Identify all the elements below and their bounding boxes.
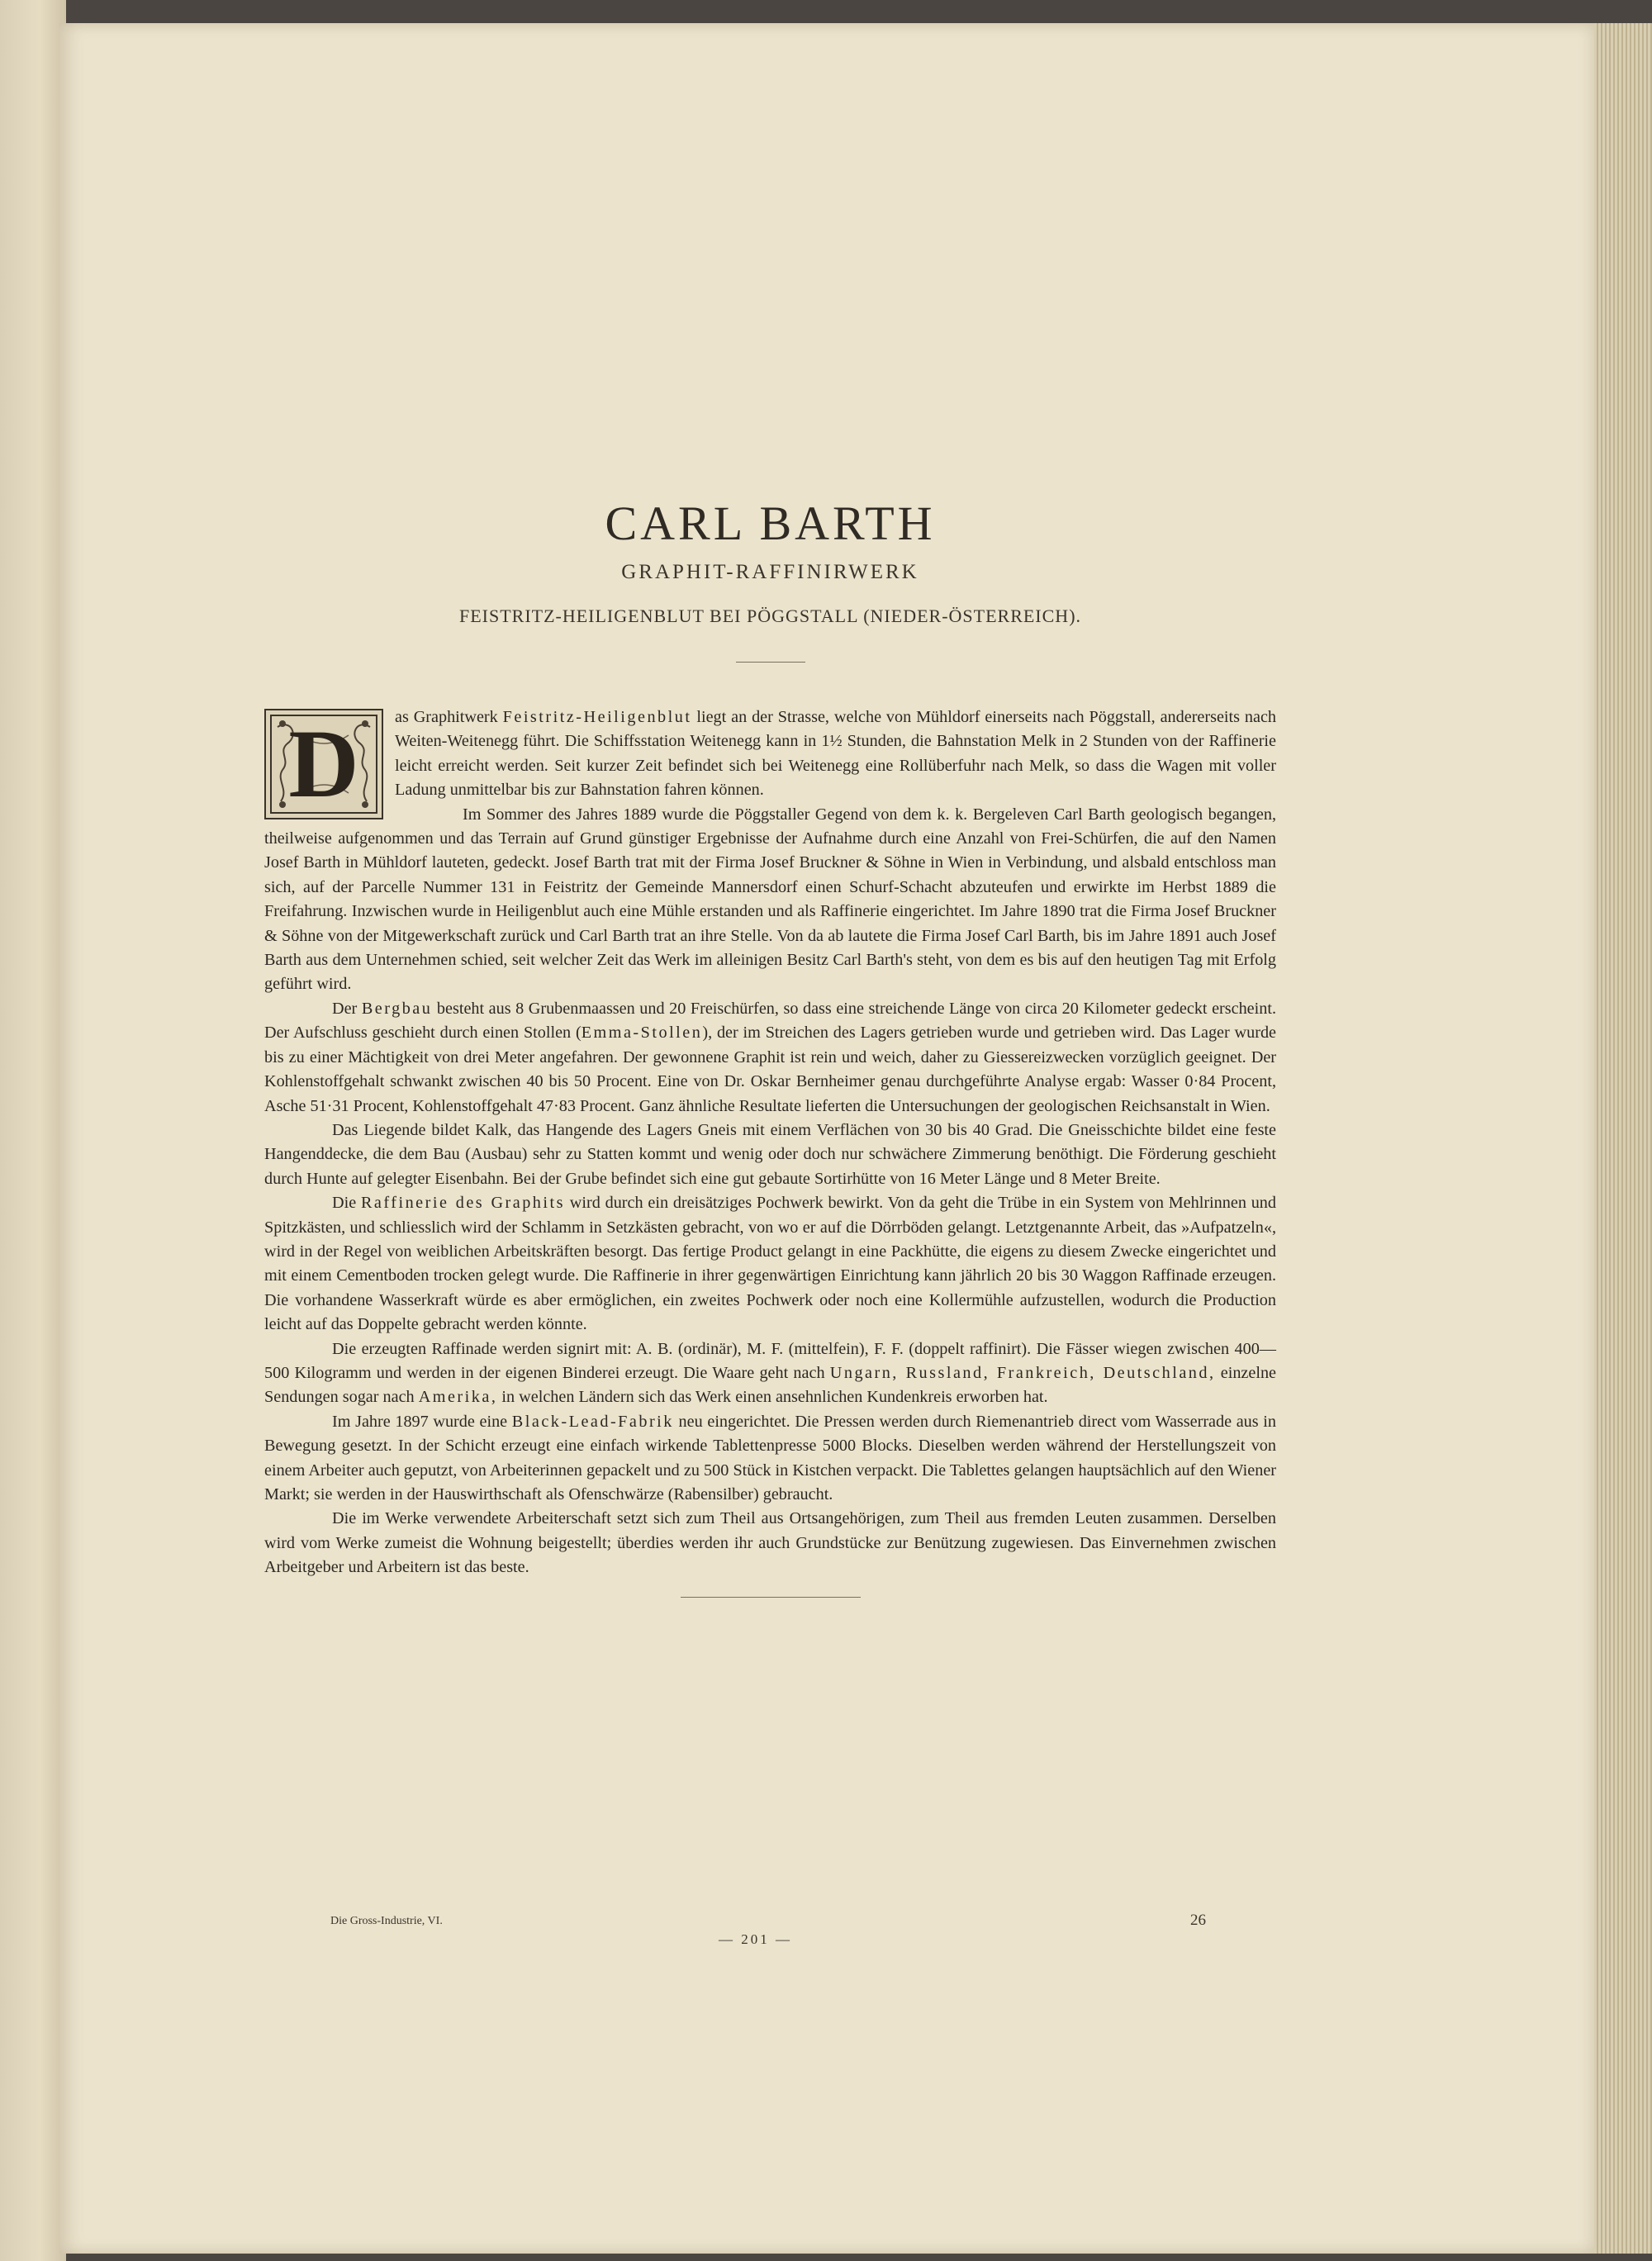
page-title: CARL BARTH [605, 496, 936, 550]
text-run-spaced: Emma-Stollen [581, 1024, 703, 1043]
paragraph-7 [264, 1410, 1276, 1508]
article-content [264, 496, 1276, 1598]
text-run: neu eingerichtet. Die Pressen werden durch Riemenantrieb direct vom Wasserrade aus in Bewegung gesetzt. In der Schicht erzeugt eine einfach wirkende Tablettenpresse 5000 Blocks. Dieselben werden während der Herstellungszeit von einem Arbeiter auch geputzt, von Arbeiterinnen gepackelt und zu 500 Stück in Kistchen verpackt. Die Tablettes gelangen hauptsächlich auf den Wiener Markt; sie werden in der Hauswirthschaft als Ofenschwärze (Rabensilber) gebraucht. [264, 1412, 1276, 1503]
page-left-edge [0, 0, 66, 2261]
page-number: — 201 — [719, 1931, 792, 1947]
page-stack-edge [1594, 23, 1652, 2254]
paragraph-3 [264, 997, 1276, 1119]
title-divider [736, 662, 805, 663]
paragraph-5 [264, 1191, 1276, 1337]
text-run: ), der im Streichen des Lagers getrieben wurde und getrieben wird. Das Lager wurde bis zu einer Mächtigkeit von drei Meter angefahren. Der gewonnene Graphit ist rein und weich, daher zu Giessereizwecken vorzüglich geeignet. Der Kohlenstoffgehalt schwankt zwischen 40 bis 50 Procent. Eine von Dr. Oskar Bernheimer genau durchgeführte Analyse ergab: Wasser 0·84 Procent, Asche 51·31 Procent, Kohlenstoffgehalt 47·83 Procent. Ganz ähnliche Resultate lieferten die Untersuchungen der geologischen Reichsanstalt in Wien. [264, 1024, 1276, 1115]
page-subtitle: GRAPHIT-RAFFINIRWERK [621, 561, 919, 583]
article-body [264, 705, 1276, 1580]
paragraph-1 [264, 705, 1277, 818]
ornamental-initial [264, 709, 383, 819]
paragraph-8: Die im Werke verwendete Arbeiterschaft setzt sich zum Theil aus Ortsangehörigen, zum Theil aus fremden Leuten zusammen. Derselben wird vom Werke zumeist die Wohnung beigestellt; überdies werden ihr auch Grundstücke zur Benützung zugewiesen. Das Einvernehmen zwischen Arbeitgeber und Arbeitern ist das beste. [264, 1509, 1276, 1577]
text-run: liegt an der Strasse, welche von Mühldorf einerseits nach Pöggstall, andererseits nach Weiten-Weitenegg führt. Die Schiffsstation Weitenegg kann in 1½ Stunden, die Bahnstation Melk in 2 Stunden von der Raffinerie leicht erreicht werden. Seit kurzer Zeit befindet sich bei Weitenegg eine Rollüberfuhr nach Melk, so dass die Wagen mit voller Ladung unmittelbar bis zur Bahnstation fahren können. [395, 708, 1277, 800]
text-run: einzelne Sendungen sogar nach [264, 1363, 1276, 1407]
text-run-spaced: Feistritz-Heiligenblut [502, 708, 692, 726]
text-run: Die erzeugten Raffinade werden signirt mit: A. B. (ordinär), M. F. (mittelfein), F. F. (doppelt raffinirt). Die Fässer wiegen zwischen 400—500 Kilogramm und werden in der eigenen Binderei erzeugt. Die Waare geht nach [264, 1339, 1276, 1382]
paragraph-6 [264, 1337, 1276, 1410]
text-run-spaced: Amerika, [418, 1388, 498, 1407]
location-line: FEISTRITZ-HEILIGENBLUT BEI PÖGGSTALL (NIEDER-ÖSTERREICH). [458, 606, 1082, 626]
dropcap-letter: D [288, 710, 359, 818]
text-run-spaced: Ungarn, Russland, Frankreich, Deutschland, [829, 1363, 1216, 1382]
paragraph-4: Das Liegende bildet Kalk, das Hangende des Lagers Gneis mit einem Verflächen von 30 bis 40 Grad. Die Gneisschichte bildet eine feste Hangenddecke, die dem Bau (Ausbau) sehr zu Statten kommt und wenig oder doch nur schwächere Zimmerung benöthigt. Die Förderung geschieht durch Hunte auf gelegter Eisenbahn. Bei der Grube befindet sich eine gut gebaute Sortirhütte von 16 Meter Länge und 8 Meter Breite. [264, 1120, 1276, 1188]
signature-mark: Die Gross-Industrie, VI. [330, 1915, 443, 1927]
text-run-spaced: Raffinerie des Graphits [360, 1194, 565, 1213]
text-run-spaced: Black-Lead-Fabrik [511, 1412, 674, 1431]
paragraph-2: Im Sommer des Jahres 1889 wurde die Pöggstaller Gegend von dem k. k. Bergeleven Carl Barth geologisch begangen, theilweise aufgenommen und das Terrain auf Grund günstiger Ergebnisse der Aufnahme durch eine Anzahl von Frei-Schürfen, die auf den Namen Josef Barth in Mühldorf lauteten, gedeckt. Josef Barth trat mit der Firma Josef Bruckner & Söhne in Wien in Verbindung, und alsbald entschloss man sich, auf der Parcelle Nummer 131 in Feistritz der Gemeinde Mannersdorf einen Schurf-Schacht abzuteufen und erwirkte im Herbst 1889 die Freifahrung. Inzwischen wurde in Heiligenblut auch eine Mühle erstanden und als Raffinerie eingerichtet. Im Jahre 1890 trat die Firma Josef Bruckner & Söhne von der Mitgewerkschaft zurück und Carl Barth trat an ihre Stelle. Von da ab lautete die Firma Josef Carl Barth, bis im Jahre 1891 auch Josef Barth aus dem Unternehmen schied, seit welcher Zeit das Werk im alleinigen Besitz Carl Barth's steht, von dem es bis auf den heutigen Tag mit Erfolg geführt wird. [264, 805, 1276, 994]
text-run: in welchen Ländern sich das Werk einen ansehnlichen Kundenkreis erworben hat. [497, 1388, 1048, 1407]
sheet-number: 26 [1190, 1912, 1206, 1929]
text-run-spaced: Bergbau [361, 999, 433, 1018]
text-run: Die [332, 1194, 361, 1213]
text-run: wird durch ein dreisätziges Pochwerk bewirkt. Von da geht die Trübe in ein System von Mehlrinnen und Spitzkästen, und schliesslich wird der Schlamm in Setzkästen gebracht, von wo er auf die Dörrböden gelangt. Letztgenannte Arbeit, das »Aufpatzeln«, wird in der Regel von weiblichen Arbeitskräften besorgt. Das fertige Product gelangt in eine Packhütte, die eigens zu diesem Zwecke eingerichtet und mit einem Cementboden trocken gelegt wurde. Die Raffinerie in ihrer gegenwärtigen Einrichtung kann jährlich 20 bis 30 Waggon Raffinade erzeugen. Die vorhandene Wasserkraft würde es aber ermöglichen, ein zweites Pochwerk oder noch eine Kollermühle aufzustellen, wodurch die Production leicht auf das Doppelte gebracht werden könnte. [264, 1194, 1276, 1334]
text-run: Im Jahre 1897 wurde eine [332, 1412, 512, 1431]
text-run: besteht aus 8 Grubenmaassen und 20 Freischürfen, so dass eine streichende Länge von circa 20 Kilometer gedeckt erscheint. Der Aufschluss geschieht durch einen Stollen ( [264, 999, 1276, 1043]
end-divider [681, 1597, 861, 1598]
text-run: as Graphitwerk [395, 708, 503, 726]
text-run: Der [332, 999, 362, 1018]
page-footer [330, 1912, 1206, 1948]
